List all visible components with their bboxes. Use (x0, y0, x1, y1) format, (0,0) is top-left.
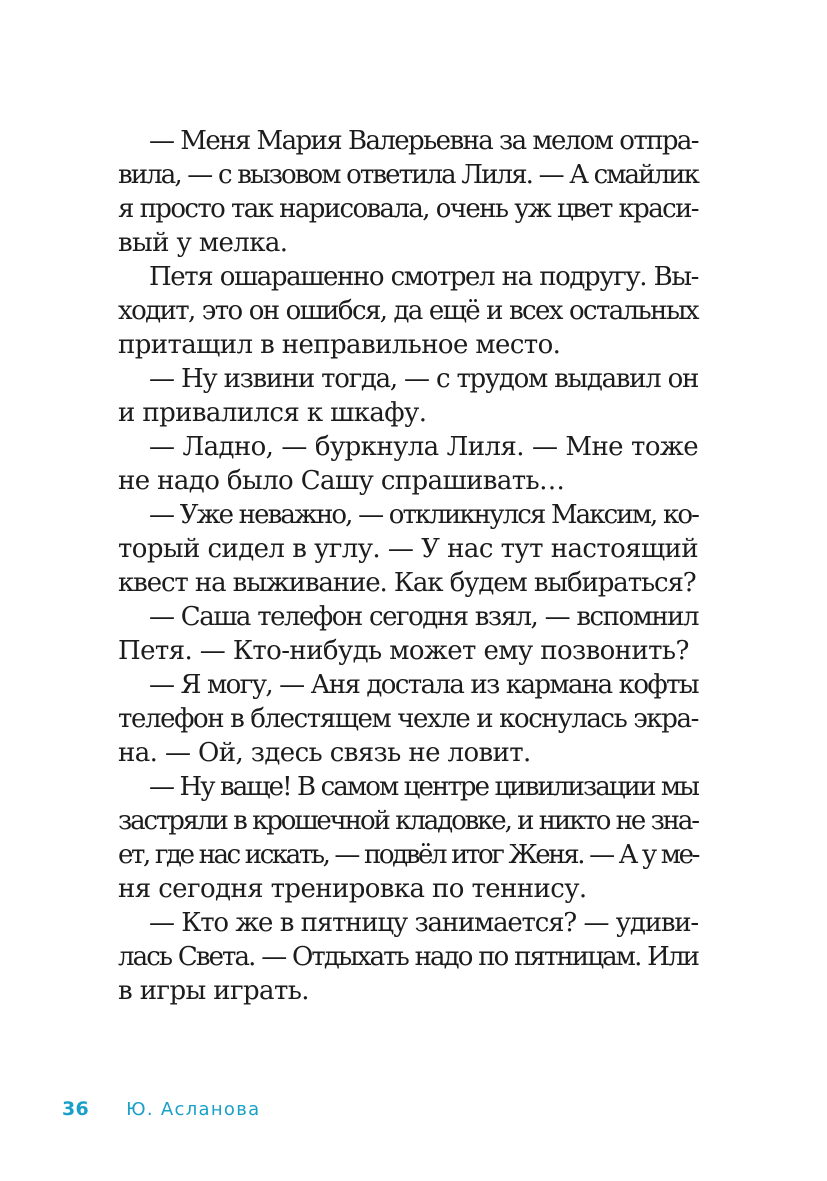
text-line: — Я могу, — Аня достала из кармана кофты (149, 670, 698, 700)
text-line: застряли в крошечной кладовке, и никто не зна- (118, 806, 698, 836)
text-line: ня сегодня тренировка по теннису. (118, 874, 587, 904)
text-line: лась Света. — Отдыхать надо по пятницам. Или (118, 942, 698, 972)
text-line: в игры играть. (118, 976, 309, 1006)
text-line: ет, где нас искать, — подвёл итог Женя. — А у ме- (118, 840, 698, 870)
text-line: вила, — с вызовом ответила Лиля. — А смайлик (118, 160, 698, 190)
text-line: Петя. — Кто-нибудь может ему позвонить? (118, 636, 689, 666)
text-line: Петя ошарашенно смотрел на подругу. Вы- (149, 262, 698, 292)
text-line: на. — Ой, здесь связь не ловит. (118, 738, 531, 768)
text-line: — Меня Мария Валерьевна за мелом отпра- (149, 126, 698, 156)
text-line: вый у мелка. (118, 228, 288, 258)
text-line: ходит, это он ошибся, да ещё и всех остальных (118, 296, 698, 326)
text-line: торый сидел в углу. — У нас тут настоящий (118, 534, 698, 564)
text-line: я просто так нарисовала, очень уж цвет краси- (118, 194, 698, 224)
text-line: не надо было Сашу спрашивать… (118, 466, 565, 496)
text-line: притащил в неправильное место. (118, 330, 561, 360)
text-line: — Уже неважно, — откликнулся Максим, ко- (149, 500, 698, 530)
text-line: — Ладно, — буркнула Лиля. — Мне тоже (149, 432, 698, 462)
text-line: и привалился к шкафу. (118, 398, 427, 428)
running-author: Ю. Асланова (126, 1099, 261, 1120)
body-text (118, 124, 698, 1008)
text-line: телефон в блестящем чехле и коснулась экра- (118, 704, 698, 734)
text-line: — Саша телефон сегодня взял, — вспомнил (149, 602, 698, 632)
page-footer (62, 1094, 260, 1124)
page-number: 36 (62, 1098, 90, 1120)
text-line: — Кто же в пятницу занимается? — удиви- (149, 908, 698, 938)
text-line: — Ну ваще! В самом центре цивилизации мы (149, 772, 698, 802)
text-line: квест на выживание. Как будем выбираться? (118, 568, 696, 598)
text-line: — Ну извини тогда, — с трудом выдавил он (149, 364, 698, 394)
